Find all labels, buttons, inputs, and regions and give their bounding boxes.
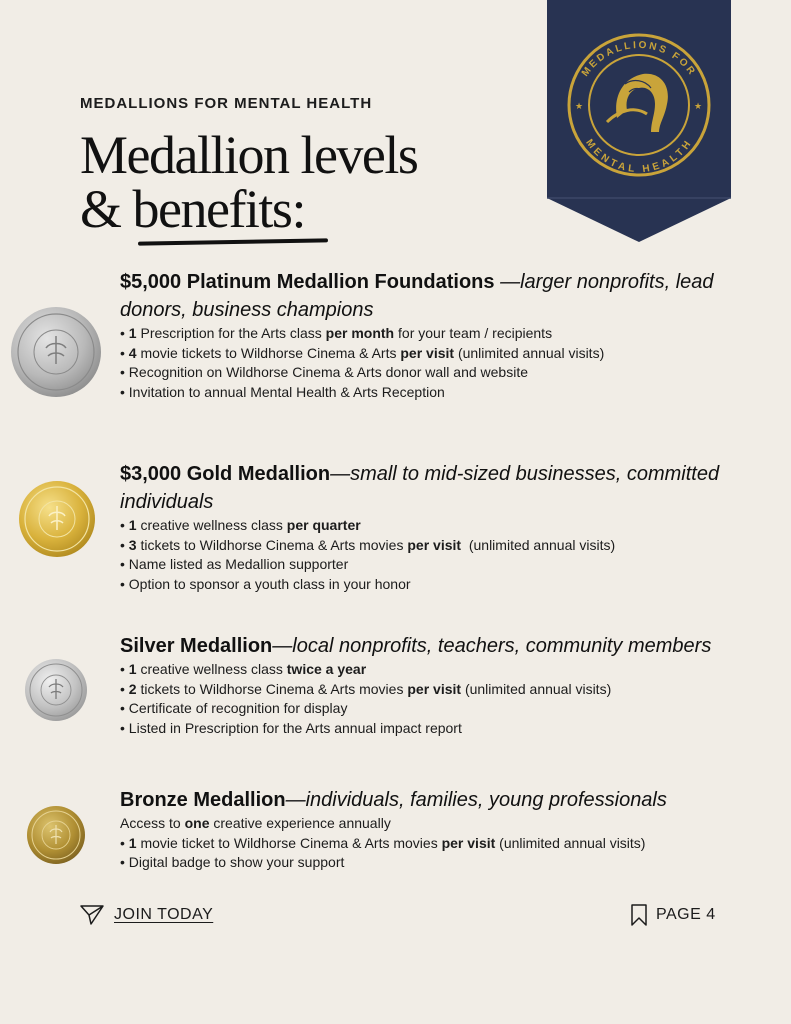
tier-title: Silver Medallion—local nonprofits, teachers, community members	[120, 635, 712, 657]
benefit-item: • 1 creative wellness class twice a year	[120, 661, 367, 677]
paper-plane-icon	[80, 904, 104, 926]
bookmark-icon	[630, 904, 648, 926]
svg-text:★: ★	[575, 102, 584, 112]
tier-gold	[120, 460, 730, 594]
benefit-item: • Digital badge to show your support	[120, 854, 345, 871]
tier-title: $3,000 Gold Medallion—small to mid-sized businesses, committed individuals	[120, 463, 720, 513]
benefit-item: • Listed in Prescription for the Arts annual impact report	[120, 719, 462, 736]
page-title	[80, 125, 500, 239]
benefit-item: • 4 movie tickets to Wildhorse Cinema & Arts per visit (unlimited annual visits)	[120, 344, 605, 361]
medallions-logo-banner	[547, 0, 731, 242]
benefit-item: • 2 tickets to Wildhorse Cinema & Arts movies per visit (unlimited annual visits)	[120, 680, 612, 697]
benefit-item: • Invitation to annual Mental Health & Arts Reception	[120, 383, 445, 400]
tier-platinum	[120, 268, 730, 402]
platinum-medallion-icon	[10, 306, 102, 398]
benefit-item: • Certificate of recognition for display	[120, 700, 348, 717]
benefit-list	[120, 814, 730, 873]
badge-top-text: MEDALLIONS FOR	[579, 39, 699, 79]
page-title-line-2: & benefits:	[80, 179, 305, 239]
page-indicator	[630, 904, 716, 926]
benefit-list	[120, 660, 730, 738]
bronze-medallion-icon	[26, 805, 86, 865]
benefit-item: • Name listed as Medallion supporter	[120, 556, 349, 573]
svg-text:★: ★	[694, 102, 703, 112]
tier-silver	[120, 632, 730, 738]
benefit-item: • 1 movie ticket to Wildhorse Cinema & Arts movies per visit (unlimited annual visits)	[120, 834, 646, 851]
benefit-item: • Option to sponsor a youth class in your honor	[120, 575, 411, 592]
page-number: PAGE 4	[656, 906, 716, 923]
brand-eyebrow: MEDALLIONS FOR MENTAL HEALTH	[80, 95, 373, 112]
benefit-list	[120, 324, 730, 402]
silver-medallion-icon	[24, 658, 88, 722]
tier-title: Bronze Medallion—individuals, families, young professionals	[120, 789, 667, 811]
badge-bottom-text: MENTAL HEALTH	[582, 137, 696, 176]
page-title-line-1: Medallion levels	[80, 125, 418, 185]
gold-medallion-icon	[18, 480, 96, 558]
join-today-link[interactable]	[80, 904, 213, 926]
tier-bronze	[120, 786, 730, 873]
join-today-label[interactable]: JOIN TODAY	[114, 906, 214, 923]
benefit-item: • 1 creative wellness class per quarter	[120, 517, 361, 533]
tier-title: $5,000 Platinum Medallion Foundations —larger nonprofits, lead donors, business champions	[120, 271, 714, 321]
benefit-intro: Access to one creative experience annually	[120, 815, 391, 831]
benefit-item: • 1 Prescription for the Arts class per month for your team / recipients	[120, 325, 553, 341]
benefit-list	[120, 516, 730, 594]
benefit-item: • 3 tickets to Wildhorse Cinema & Arts movies per visit (unlimited annual visits)	[120, 536, 616, 553]
benefit-item: • Recognition on Wildhorse Cinema & Arts donor wall and website	[120, 364, 529, 381]
title-underline	[138, 238, 328, 245]
